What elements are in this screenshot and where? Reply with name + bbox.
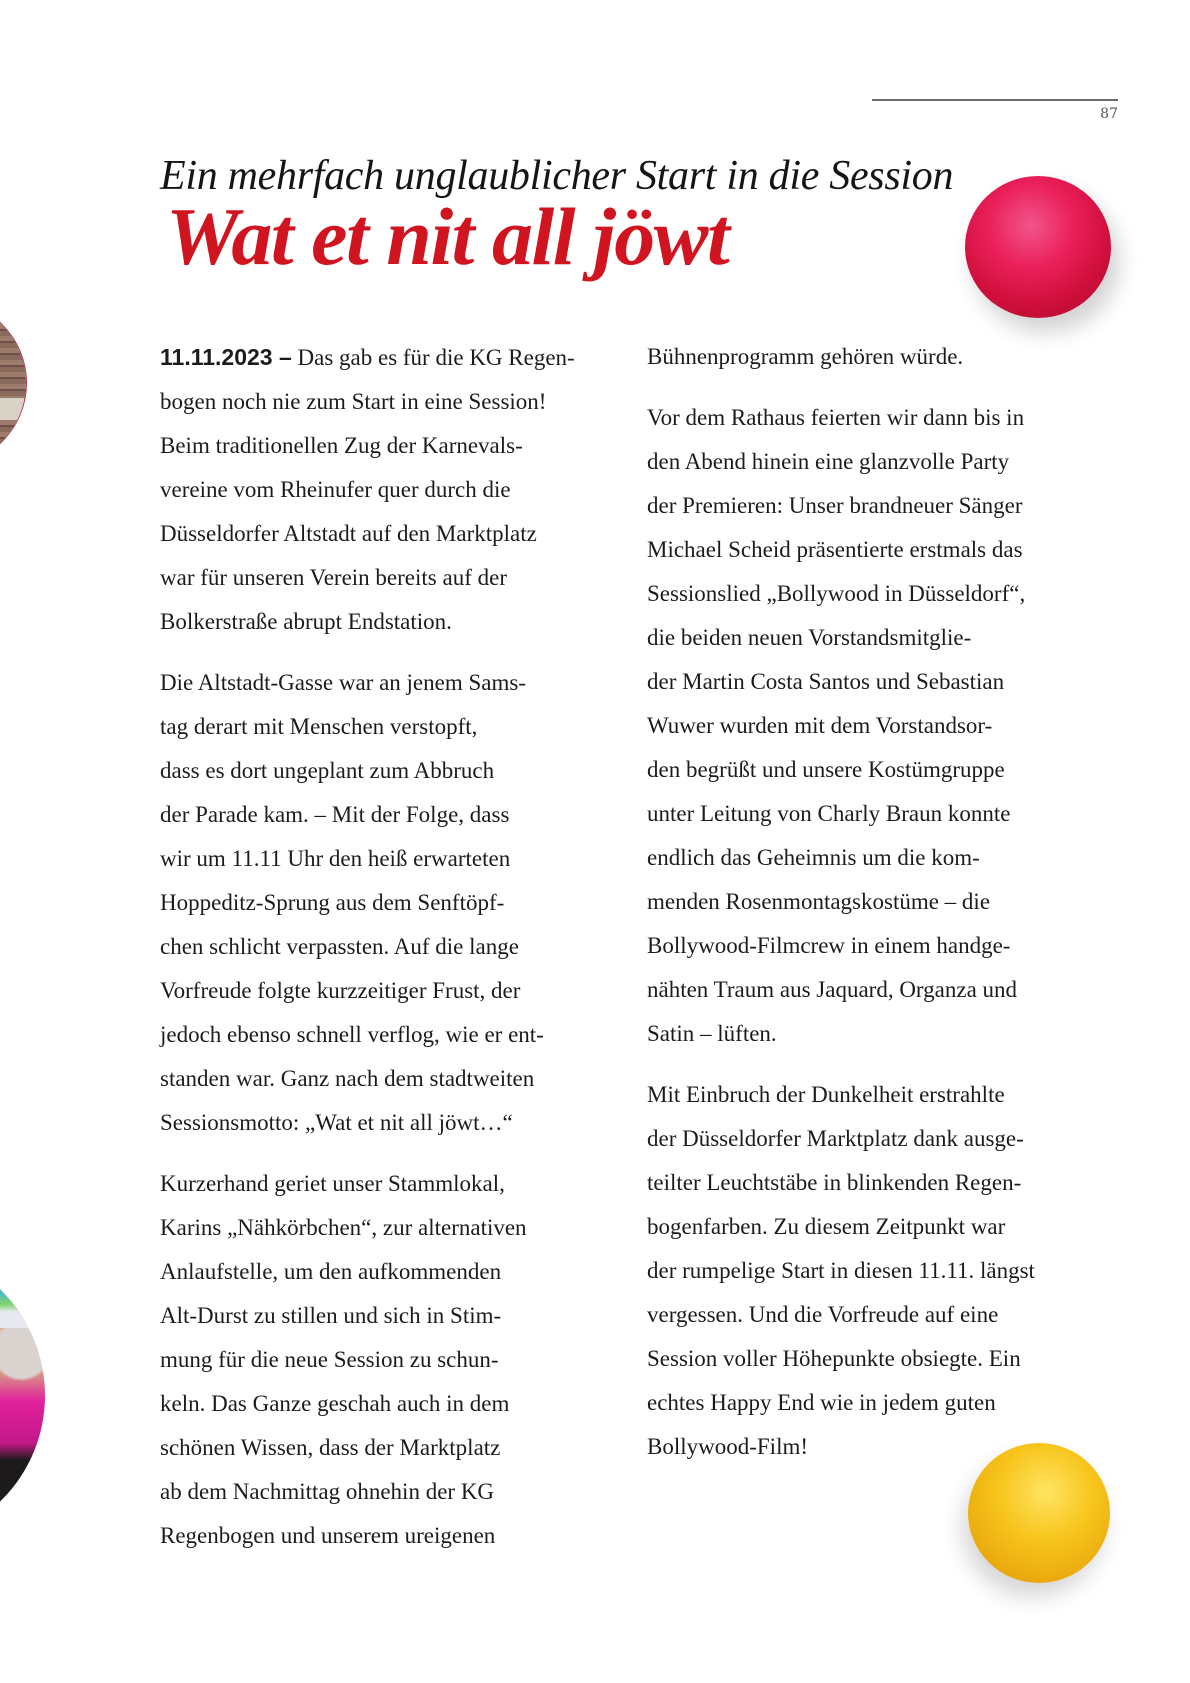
text-line: schönen Wissen, dass der Marktplatz: [160, 1435, 501, 1460]
text-line: die beiden neuen Vorstandsmitglie-: [647, 625, 972, 650]
text-line: mung für die neue Session zu schun-: [160, 1347, 499, 1372]
circular-photo-brick-wall: [0, 298, 26, 468]
text-line: Bollywood-Film!: [647, 1434, 809, 1459]
paragraph: [647, 335, 1122, 379]
header-rule: [872, 99, 1118, 101]
red-pompom-decoration: [965, 176, 1111, 318]
text-line: vergessen. Und die Vorfreude auf eine: [647, 1302, 999, 1327]
article-subtitle: Ein mehrfach unglaublicher Start in die Session: [160, 153, 954, 199]
text-line: war für unseren Verein bereits auf der: [160, 565, 507, 590]
text-line: unter Leitung von Charly Braun konnte: [647, 801, 1011, 826]
text-line: menden Rosenmontagskostüme – die: [647, 889, 991, 914]
text-line: Vor dem Rathaus feierten wir dann bis in: [647, 405, 1025, 430]
text-line: Vorfreude folgte kurzzeitiger Frust, der: [160, 978, 521, 1003]
article-column-right: [647, 335, 1122, 1486]
text-line: keln. Das Ganze geschah auch in dem: [160, 1391, 510, 1416]
text-line: der Düsseldorfer Marktplatz dank ausge-: [647, 1126, 1024, 1151]
text-line: wir um 11.11 Uhr den heiß erwarteten: [160, 846, 511, 871]
text-line: endlich das Geheimnis um die kom-: [647, 845, 980, 870]
text-line: Wuwer wurden mit dem Vorstandsor-: [647, 713, 993, 738]
text-line: Session voller Höhepunkte obsiegte. Ein: [647, 1346, 1021, 1371]
text-line: chen schlicht verpassten. Auf die lange: [160, 934, 519, 959]
text-line: echtes Happy End wie in jedem guten: [647, 1390, 996, 1415]
paragraph: [647, 1073, 1122, 1469]
paragraph: [160, 335, 630, 644]
text-line: nähten Traum aus Jaquard, Organza und: [647, 977, 1018, 1002]
text-line: Hoppeditz-Sprung aus dem Senftöpf-: [160, 890, 505, 915]
circular-photo-carnival-person: [0, 1248, 45, 1543]
text-line: Sessionslied „Bollywood in Düsseldorf“,: [647, 581, 1026, 606]
text-line: Mit Einbruch der Dunkelheit erstrahlte: [647, 1082, 1005, 1107]
text-line: jedoch ebenso schnell verflog, wie er ent-: [160, 1022, 544, 1047]
text-line: bogen noch nie zum Start in eine Session!: [160, 389, 547, 414]
text-line: Sessionsmotto: „Wat et nit all jöwt…“: [160, 1110, 513, 1135]
text-line: dass es dort ungeplant zum Abbruch: [160, 758, 495, 783]
text-line: Satin – lüften.: [647, 1021, 777, 1046]
photo-sign: [0, 398, 24, 420]
photo-hat: [0, 1288, 39, 1328]
text-line: ab dem Nachmittag ohnehin der KG: [160, 1479, 495, 1504]
text-line: der Martin Costa Santos und Sebastian: [647, 669, 1005, 694]
text-line: Michael Scheid präsentierte erstmals das: [647, 537, 1023, 562]
text-line: den begrüßt und unsere Kostümgruppe: [647, 757, 1005, 782]
text-line: Karins „Nähkörbchen“, zur alternativen: [160, 1215, 527, 1240]
text-line: Anlaufstelle, um den aufkommenden: [160, 1259, 502, 1284]
text-line: 11.11.2023 – Das gab es für die KG Regen-: [160, 344, 575, 370]
text-line: bogenfarben. Zu diesem Zeitpunkt war: [647, 1214, 1006, 1239]
paragraph: [160, 1162, 630, 1558]
article-title: Wat et nit all jöwt: [166, 191, 729, 282]
text-line: tag derart mit Menschen verstopft,: [160, 714, 478, 739]
text-line: vereine vom Rheinufer quer durch die: [160, 477, 511, 502]
text-line: der Parade kam. – Mit der Folge, dass: [160, 802, 510, 827]
text-line: Bühnenprogramm gehören würde.: [647, 344, 964, 369]
paragraph: [647, 396, 1122, 1056]
text-line: Die Altstadt-Gasse war an jenem Sams-: [160, 670, 526, 695]
text-line: Kurzerhand geriet unser Stammlokal,: [160, 1171, 505, 1196]
article-column-left: [160, 335, 630, 1575]
article-date: 11.11.2023 –: [160, 344, 292, 370]
page-number: 87: [1100, 106, 1118, 122]
text-line: Bolkerstraße abrupt Endstation.: [160, 609, 452, 634]
text-line: teilter Leuchtstäbe in blinkenden Regen-: [647, 1170, 1022, 1195]
text-line: Bollywood-Filmcrew in einem handge-: [647, 933, 1011, 958]
text-line: der Premieren: Unser brandneuer Sänger: [647, 493, 1023, 518]
text-line: Regenbogen und unserem ureigenen: [160, 1523, 496, 1548]
text-line: standen war. Ganz nach dem stadtweiten: [160, 1066, 535, 1091]
paragraph: [160, 661, 630, 1145]
text-line: Alt-Durst zu stillen und sich in Stim-: [160, 1303, 502, 1328]
text-line: den Abend hinein eine glanzvolle Party: [647, 449, 1010, 474]
text-line: Beim traditionellen Zug der Karnevals-: [160, 433, 523, 458]
text-line: der rumpelige Start in diesen 11.11. längst: [647, 1258, 1035, 1283]
text-line: Düsseldorfer Altstadt auf den Marktplatz: [160, 521, 537, 546]
